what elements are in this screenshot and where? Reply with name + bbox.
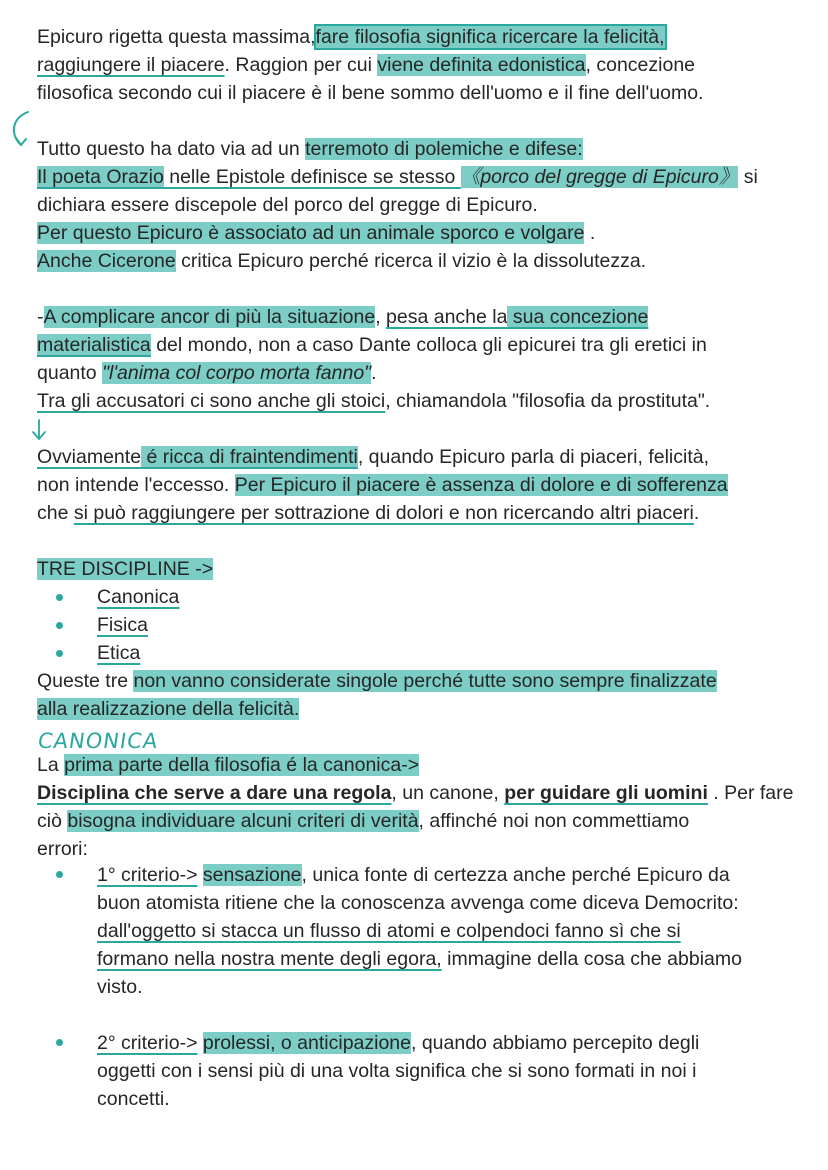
highlight: Per questo Epicuro è associato ad un animale sporco e volgare bbox=[37, 222, 585, 244]
bold-underlined-text: per guidare gli uomini bbox=[504, 782, 708, 804]
highlight: Il poeta Orazio bbox=[37, 166, 164, 188]
p4-text: , quando Epicuro parla di piaceri, felicità, bbox=[357, 446, 710, 468]
p3-text: del mondo, non a caso Dante colloca gli epicurei tra gli eretici in bbox=[150, 334, 707, 356]
discipline-heading bbox=[37, 555, 213, 583]
discipline-line-1 bbox=[37, 667, 717, 695]
discipline-text: Queste tre bbox=[37, 670, 134, 692]
discipline-item bbox=[97, 639, 140, 667]
p3-text: , bbox=[375, 306, 387, 328]
p2-text: critica Epicuro perché ricerca il vizio è la dissolutezza. bbox=[175, 250, 647, 272]
discipline-item bbox=[97, 611, 148, 639]
criterio1-line-3 bbox=[97, 917, 681, 945]
p1-text: . Raggion per cui bbox=[224, 54, 378, 76]
criterio-text: , quando abbiamo percepito degli bbox=[411, 1032, 700, 1054]
underlined-text: nelle Epistole definisce se stesso bbox=[163, 166, 461, 188]
bullet-icon bbox=[56, 1039, 63, 1046]
criterio1-line-1 bbox=[97, 861, 730, 889]
highlight: é ricca di fraintendimenti bbox=[141, 446, 358, 468]
p2-line-3: dichiara essere discepole del porco del gregge di Epicuro. bbox=[37, 194, 538, 216]
highlight: prima parte della filosofia é la canonica-> bbox=[64, 754, 420, 776]
p3-line-1 bbox=[37, 303, 648, 331]
canonica-line-3 bbox=[37, 807, 689, 835]
canonica-text: , un canone, bbox=[391, 782, 505, 804]
highlight-italic: "l'anima col corpo morta fanno" bbox=[102, 362, 372, 384]
underlined-text: 1° criterio-> bbox=[97, 864, 198, 886]
highlight: non vanno considerate singole perché tutte sono sempre finalizzate bbox=[133, 670, 717, 692]
p2-line-5 bbox=[37, 247, 646, 275]
underlined-text: formano nella nostra mente degli egora, bbox=[97, 948, 442, 970]
p4-text: . bbox=[693, 502, 700, 524]
criterio-text: immagine della cosa che abbiamo bbox=[441, 948, 742, 970]
highlight: alla realizzazione della felicità. bbox=[37, 698, 300, 720]
p3-line-3 bbox=[37, 359, 377, 387]
p4-line-2 bbox=[37, 471, 728, 499]
handwritten-title: CANONICA bbox=[36, 729, 160, 753]
p2-line-2 bbox=[37, 163, 758, 191]
p3-line-2 bbox=[37, 331, 707, 359]
highlight: terremoto di polemiche e difese: bbox=[305, 138, 583, 160]
bullet-icon bbox=[56, 650, 63, 657]
canonica-text: La bbox=[37, 754, 65, 776]
underlined-text: si può raggiungere per sottrazione di dolori e non ricercando altri piaceri bbox=[73, 502, 694, 524]
highlight: TRE DISCIPLINE -> bbox=[37, 558, 214, 580]
p2-text: si bbox=[738, 166, 758, 188]
highlight: Per Epicuro il piacere è assenza di dolore e di sofferenza bbox=[234, 474, 728, 496]
p1-line-1 bbox=[37, 23, 665, 51]
p2-line-4 bbox=[37, 219, 595, 247]
highlight: bisogna individuare alcuni criteri di verità bbox=[67, 810, 419, 832]
bullet-icon bbox=[56, 594, 63, 601]
criterio2-line-1 bbox=[97, 1029, 699, 1057]
highlight: viene definita edonistica bbox=[377, 54, 586, 76]
bullet-icon bbox=[56, 622, 63, 629]
highlight: sua concezione bbox=[507, 306, 649, 328]
p3-text: . bbox=[371, 362, 377, 384]
boxed-highlight: fare filosofia significa ricercare la felicità, bbox=[315, 26, 665, 48]
bold-underlined-text: Disciplina che serve a dare una regola bbox=[37, 782, 392, 804]
underlined-text: Tra gli accusatori ci sono anche gli stoici bbox=[37, 390, 386, 412]
highlight: materialistica bbox=[37, 334, 151, 356]
criterio2-line-3: concetti. bbox=[97, 1088, 170, 1110]
bracket-mark-icon bbox=[6, 108, 36, 150]
p4-text: non intende l'eccesso. bbox=[37, 474, 235, 496]
highlight: prolessi, o anticipazione bbox=[202, 1032, 411, 1054]
discipline-label: Canonica bbox=[97, 586, 180, 608]
underlined-text: raggiungere il piacere bbox=[37, 54, 225, 76]
p2-line-1 bbox=[37, 135, 583, 163]
highlight: sensazione bbox=[202, 864, 302, 886]
underlined-text: Ovviamente bbox=[37, 446, 142, 468]
criterio-text: , unica fonte di certezza anche perché Epicuro da bbox=[301, 864, 730, 886]
p1-line-3: filosofica secondo cui il piacere è il bene sommo dell'uomo e il fine dell'uomo. bbox=[37, 82, 704, 104]
highlight: Anche Cicerone bbox=[37, 250, 176, 272]
criterio2-line-2: oggetti con i sensi più di una volta significa che si sono formati in noi i bbox=[97, 1060, 697, 1082]
canonica-text: ciò bbox=[37, 810, 68, 832]
discipline-item bbox=[97, 583, 179, 611]
p1-text: , concezione bbox=[585, 54, 696, 76]
canonica-line-2 bbox=[37, 779, 794, 807]
criterio1-line-5: visto. bbox=[97, 976, 143, 998]
underlined-text: dall'oggetto si stacca un flusso di atomi e colpendoci fanno sì che si bbox=[97, 920, 681, 942]
discipline-line-2 bbox=[37, 695, 299, 723]
down-arrow-icon bbox=[30, 418, 48, 442]
p3-text: - bbox=[37, 306, 44, 328]
p1-line-2 bbox=[37, 51, 695, 79]
canonica-line-4: errori: bbox=[37, 838, 88, 860]
p3-text: , chiamandola "filosofia da prostituta". bbox=[385, 390, 711, 412]
criterio1-line-4 bbox=[97, 945, 742, 973]
bullet-icon bbox=[56, 871, 63, 878]
canonica-line-1 bbox=[37, 751, 419, 779]
p3-text: quanto bbox=[37, 362, 103, 384]
underlined-text: pesa anche la bbox=[386, 306, 508, 328]
p4-text: che bbox=[37, 502, 74, 524]
canonica-text: . Per fare bbox=[707, 782, 794, 804]
criterio1-line-2: buon atomista ritiene che la conoscenza avvenga come diceva Democrito: bbox=[97, 892, 739, 914]
underlined-text: 2° criterio-> bbox=[97, 1032, 198, 1054]
p2-text: Tutto questo ha dato via ad un bbox=[37, 138, 306, 160]
p4-line-3 bbox=[37, 499, 699, 527]
p4-line-1 bbox=[37, 443, 709, 471]
p3-line-4 bbox=[37, 387, 710, 415]
canonica-text: , affinché noi non commettiamo bbox=[418, 810, 690, 832]
highlight: A complicare ancor di più la situazione bbox=[43, 306, 376, 328]
highlight-italic: 《porco del gregge di Epicuro》 bbox=[460, 166, 739, 188]
p1-text: Epicuro rigetta questa massima, bbox=[37, 26, 316, 48]
discipline-label: Etica bbox=[97, 642, 141, 664]
discipline-label: Fisica bbox=[97, 614, 148, 636]
p2-text: . bbox=[584, 222, 596, 244]
